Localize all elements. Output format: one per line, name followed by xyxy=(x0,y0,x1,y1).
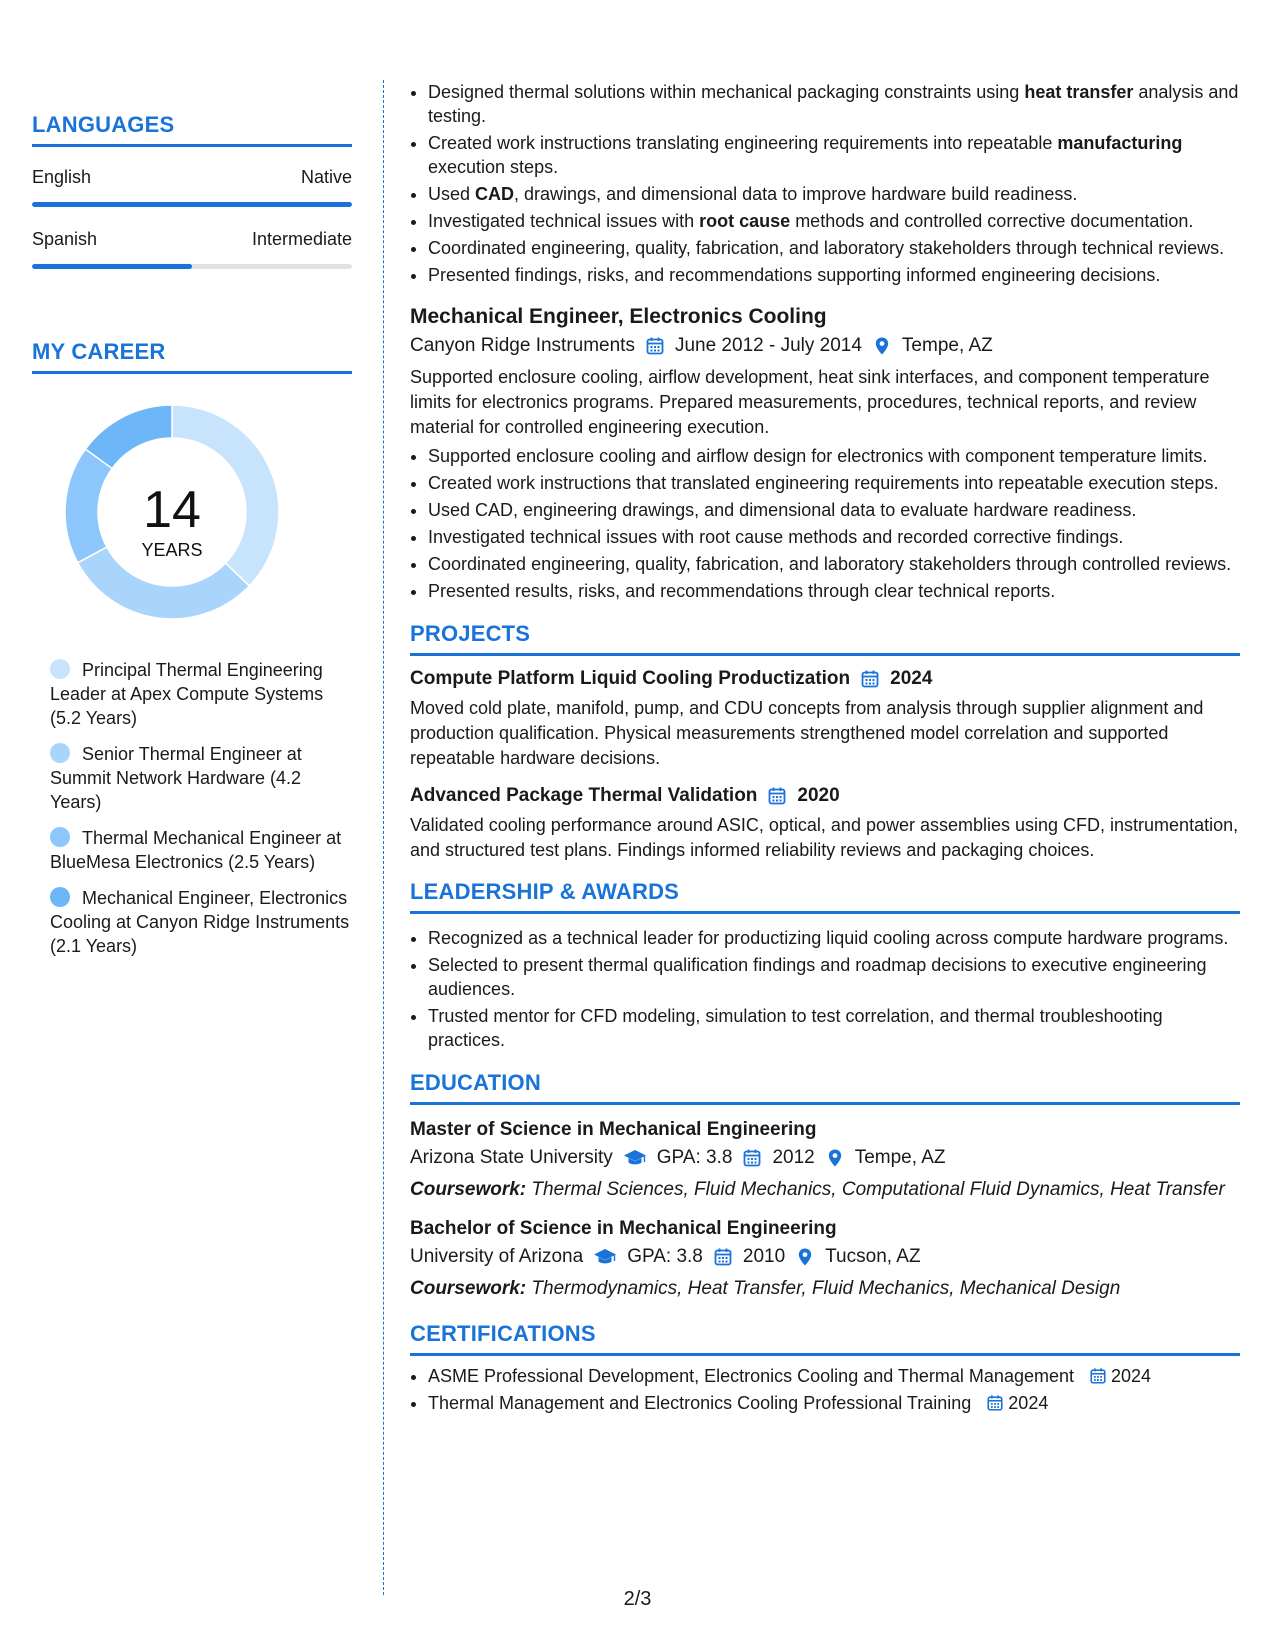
language-item xyxy=(32,167,352,207)
project-year: 2020 xyxy=(797,785,840,806)
education-section xyxy=(410,1070,1240,1301)
leadership-section xyxy=(410,879,1240,1052)
language-proficiency-bar xyxy=(32,264,352,269)
certifications-list xyxy=(410,1364,1240,1415)
job-meta xyxy=(410,335,1240,357)
bullet-item: • Selected to present thermal qualification findings and roadmap decisions to executive engineering audiences. xyxy=(428,953,1240,1001)
school-location: Tucson, AZ xyxy=(825,1246,921,1267)
coursework: Coursework: Thermodynamics, Heat Transfer, Fluid Mechanics, Mechanical Design xyxy=(410,1278,1121,1299)
project-name: Compute Platform Liquid Cooling Productization xyxy=(410,668,851,689)
project-description: Validated cooling performance around ASIC, optical, and power assemblies using CFD, instrumentation, and structured test plans. Findings informed reliability reviews and packaging choices. xyxy=(410,815,1239,860)
left-column xyxy=(32,80,352,970)
career-donut-chart xyxy=(32,390,352,630)
graduation-year: 2010 xyxy=(742,1246,786,1267)
bullet-item: • Investigated technical issues with root cause methods and recorded corrective findings. xyxy=(428,525,1240,549)
language-name: English xyxy=(32,167,92,187)
gpa: GPA: 3.8 xyxy=(627,1246,703,1267)
certification-name: ASME Professional Development, Electronics Cooling and Thermal Management xyxy=(428,1366,1074,1386)
project-item xyxy=(410,668,1240,771)
legend-dot xyxy=(50,827,70,847)
legend-dot xyxy=(50,887,70,907)
projects-heading: PROJECTS xyxy=(410,621,1240,656)
legend-label: Thermal Mechanical Engineer at BlueMesa Electronics (2.5 Years) xyxy=(50,828,342,872)
bullet-item: • Trusted mentor for CFD modeling, simulation to test correlation, and thermal troubleshooting practices. xyxy=(428,1004,1240,1052)
company-name: Canyon Ridge Instruments xyxy=(410,335,635,356)
calendar-icon xyxy=(713,1247,733,1267)
bullet-item: • Coordinated engineering, quality, fabrication, and laboratory stakeholders through controlled reviews. xyxy=(428,552,1240,576)
career-section xyxy=(32,339,352,958)
legend-dot xyxy=(50,743,70,763)
certification-year: 2024 xyxy=(1008,1393,1049,1413)
language-item xyxy=(32,229,352,269)
degree-title: Bachelor of Science in Mechanical Engineering xyxy=(410,1218,837,1239)
job-entry xyxy=(410,305,1240,603)
bullet-item: • Recognized as a technical leader for productizing liquid cooling across compute hardware programs. xyxy=(428,926,1240,950)
career-legend xyxy=(50,658,352,958)
career-legend-item xyxy=(50,658,352,730)
bullet-item: • Created work instructions translating engineering requirements into repeatable manufacturing execution steps. xyxy=(428,131,1240,179)
education-meta xyxy=(410,1246,1240,1268)
previous-job-bullets xyxy=(410,80,1240,287)
job-summary: Supported enclosure cooling, airflow development, heat sink interfaces, and component temperature limits for electronics programs. Prepared measurements, procedures, technical reports, and review material for controlled engineering execution. xyxy=(410,367,1210,437)
bullet-item: • Created work instructions that translated engineering requirements into repeatable execution steps. xyxy=(428,471,1240,495)
project-name: Advanced Package Thermal Validation xyxy=(410,785,758,806)
career-total-number: 14 xyxy=(143,481,201,539)
school-location: Tempe, AZ xyxy=(854,1147,946,1168)
donut-segment xyxy=(65,449,112,563)
language-level: Native xyxy=(300,167,352,187)
bullet-item: • Used CAD, drawings, and dimensional data to improve hardware build readiness. xyxy=(428,182,1240,206)
bullet-item: • Coordinated engineering, quality, fabrication, and laboratory stakeholders through technical reviews. xyxy=(428,236,1240,260)
coursework: Coursework: Thermal Sciences, Fluid Mechanics, Computational Fluid Dynamics, Heat Transfer xyxy=(410,1179,1225,1200)
donut-segment xyxy=(85,405,172,469)
language-proficiency-fill xyxy=(32,264,192,269)
calendar-icon xyxy=(742,1148,762,1168)
calendar-icon xyxy=(645,336,665,356)
calendar-icon xyxy=(986,1394,1004,1412)
career-legend-item xyxy=(50,826,352,874)
calendar-icon xyxy=(860,669,880,689)
job-dates: June 2012 - July 2014 xyxy=(674,335,862,356)
languages-section xyxy=(32,112,352,269)
certifications-heading: CERTIFICATIONS xyxy=(410,1321,1240,1356)
legend-dot xyxy=(50,659,70,679)
right-column xyxy=(410,80,1240,1418)
column-divider xyxy=(383,80,384,1595)
language-name: Spanish xyxy=(32,229,98,249)
job-location: Tempe, AZ xyxy=(901,335,993,356)
education-item xyxy=(410,1218,1240,1301)
leadership-heading: LEADERSHIP & AWARDS xyxy=(410,879,1240,914)
legend-label: Senior Thermal Engineer at Summit Network Hardware (4.2 Years) xyxy=(50,744,302,812)
bullet-item: • Presented results, risks, and recommendations through clear technical reports. xyxy=(428,579,1240,603)
education-heading: EDUCATION xyxy=(410,1070,1240,1105)
school-name: Arizona State University xyxy=(410,1147,613,1168)
language-proficiency-bar xyxy=(32,202,352,207)
career-legend-item xyxy=(50,742,352,814)
education-meta xyxy=(410,1147,1240,1169)
graduation-cap-icon xyxy=(623,1148,647,1168)
bullet-item: • Supported enclosure cooling and airflow design for electronics with component temperature limits. xyxy=(428,444,1240,468)
education-item xyxy=(410,1119,1240,1202)
legend-label: Principal Thermal Engineering Leader at Apex Compute Systems (5.2 Years) xyxy=(50,660,324,728)
project-item xyxy=(410,785,1240,863)
career-legend-item xyxy=(50,886,352,958)
projects-section xyxy=(410,621,1240,863)
certification-item xyxy=(428,1391,1240,1415)
project-year: 2024 xyxy=(890,668,933,689)
job-bullets xyxy=(410,444,1240,603)
bullet-item: • Presented findings, risks, and recommendations supporting informed engineering decisions. xyxy=(428,263,1240,287)
bullet-item: • Designed thermal solutions within mechanical packaging constraints using heat transfer analysis and testing. xyxy=(428,80,1240,128)
leadership-list xyxy=(410,926,1240,1052)
calendar-icon xyxy=(1089,1367,1107,1385)
school-name: University of Arizona xyxy=(410,1246,584,1267)
graduation-year: 2012 xyxy=(772,1147,815,1168)
certification-year: 2024 xyxy=(1111,1366,1152,1386)
language-proficiency-fill xyxy=(32,202,352,207)
career-heading: MY CAREER xyxy=(32,339,352,374)
location-pin-icon xyxy=(825,1148,845,1168)
certification-item xyxy=(428,1364,1240,1388)
page-number: 2/3 xyxy=(623,1588,652,1610)
career-total-unit: YEARS xyxy=(141,540,203,560)
language-level: Intermediate xyxy=(251,229,352,249)
gpa: GPA: 3.8 xyxy=(656,1147,733,1168)
legend-label: Mechanical Engineer, Electronics Cooling at Canyon Ridge Instruments (2.1 Years) xyxy=(50,888,350,956)
location-pin-icon xyxy=(795,1247,815,1267)
calendar-icon xyxy=(767,786,787,806)
certifications-section xyxy=(410,1321,1240,1415)
certification-name: Thermal Management and Electronics Cooling Professional Training xyxy=(428,1393,972,1413)
location-pin-icon xyxy=(872,336,892,356)
bullet-item: • Investigated technical issues with root cause methods and controlled corrective documentation. xyxy=(428,209,1240,233)
degree-title: Master of Science in Mechanical Engineering xyxy=(410,1119,817,1140)
job-title: Mechanical Engineer, Electronics Cooling xyxy=(410,305,827,328)
languages-heading: LANGUAGES xyxy=(32,112,352,147)
project-description: Moved cold plate, manifold, pump, and CDU concepts from analysis through supplier alignment and production qualification. Physical measurements strengthened model correlation and supported repeatable hardware decisions. xyxy=(410,698,1204,768)
graduation-cap-icon xyxy=(593,1247,617,1267)
bullet-item: • Used CAD, engineering drawings, and dimensional data to evaluate hardware readiness. xyxy=(428,498,1240,522)
